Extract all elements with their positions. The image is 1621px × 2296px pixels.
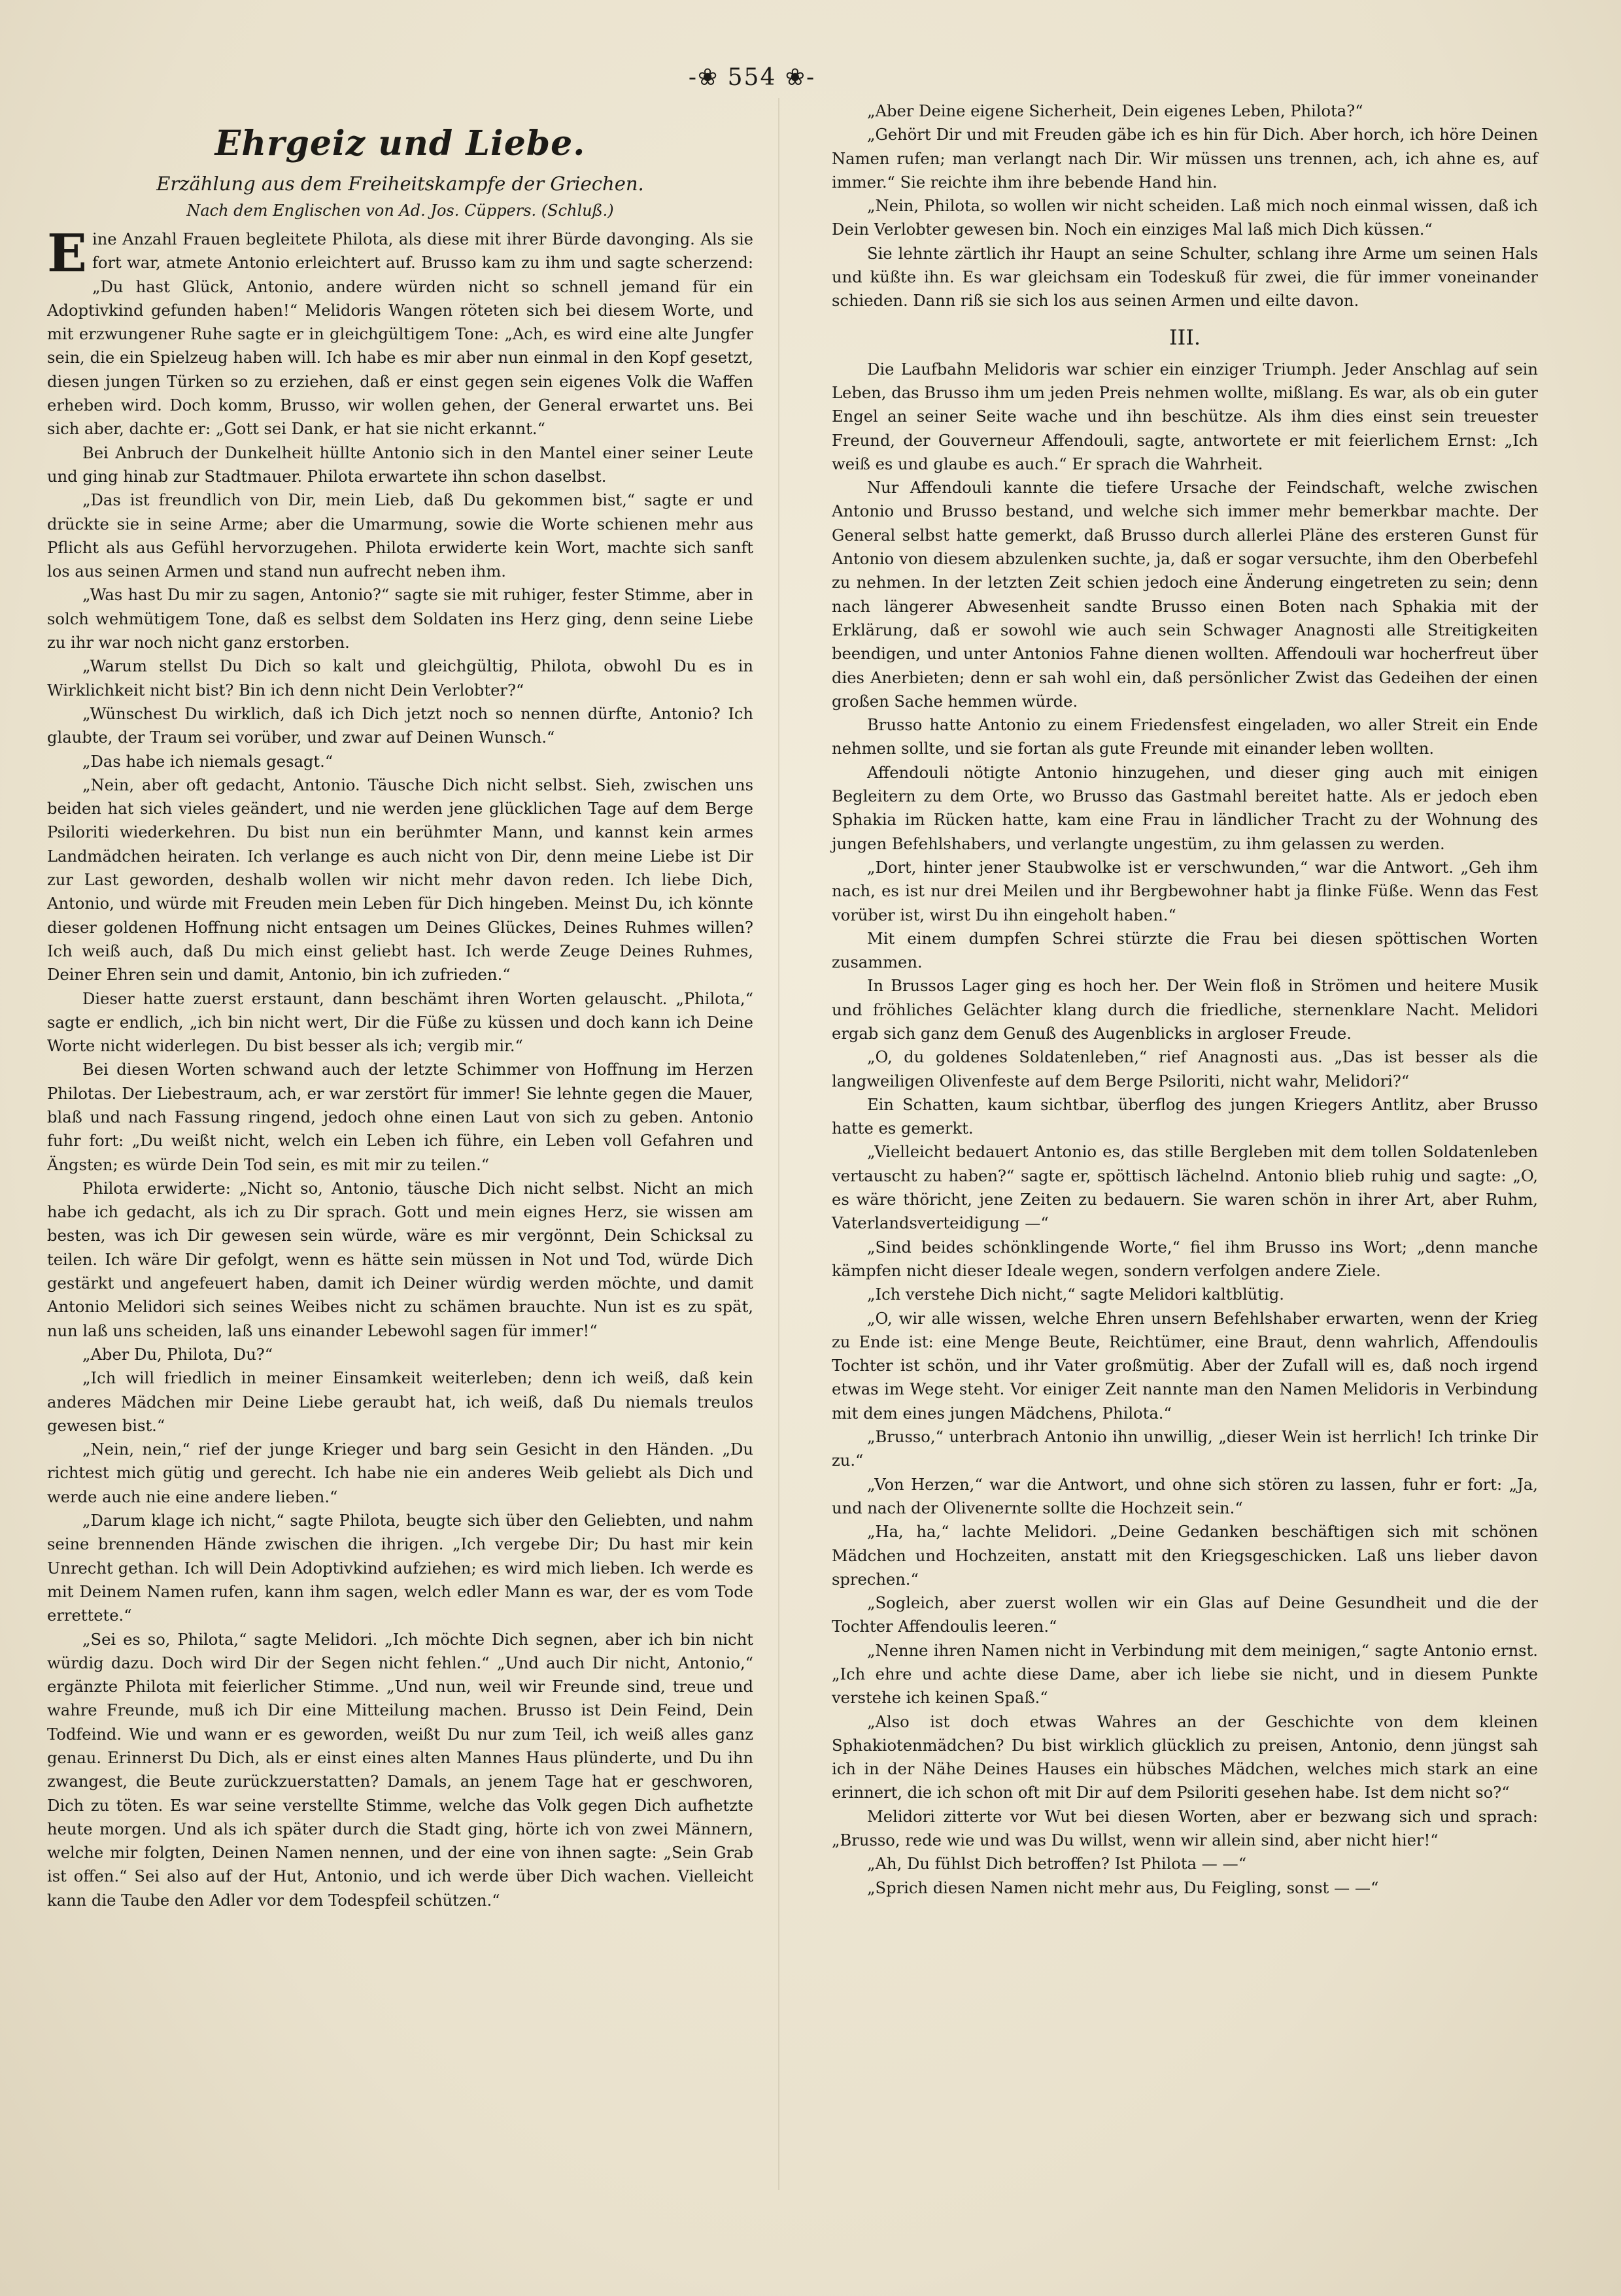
page-number: -❀ 554 ❀- xyxy=(688,64,816,91)
paragraph xyxy=(47,441,753,489)
paragraph-text: „Aber Du, Philota, Du?“ xyxy=(82,1345,273,1364)
paragraph-text: „O, wir alle wissen, welche Ehren unsern Befehlshaber erwarten, wenn der Krieg zu Ende ist: eine Menge Beute, Reichtümer, eine Braut, denn wahrlich, Affendoulis Tochter ist schön, und ihr Vater großmütig. Aber der Zufall will es, daß noch irgend etwas im Wege steht. Vor einiger Zeit nannte man den Namen Melidoris in Verbindung mit dem eines jungen Mädchens, Philota.“ xyxy=(832,1309,1538,1423)
paragraph-text: Brusso hatte Antonio zu einem Friedensfest eingeladen, wo aller Streit ein Ende nehmen sollte, und sie fortan als gute Freunde mit einander leben wollten. xyxy=(832,716,1538,758)
article-byline: Nach dem Englischen von Ad. Jos. Cüppers. (Schluß.) xyxy=(186,201,614,220)
paragraph xyxy=(47,1343,753,1366)
paragraph-text: „Wünschest Du wirklich, daß ich Dich jetzt noch so nennen dürfte, Antonio? Ich glaubte, der Traum sei vorüber, und zwar auf Deinen Wunsch.“ xyxy=(47,704,753,747)
paragraph xyxy=(832,1236,1538,1283)
paragraph-text: Bei diesen Worten schwand auch der letzte Schimmer von Hoffnung im Herzen Philotas. Der Liebestraum, ach, er war zerstört für immer! Sie lehnte gegen die Mauer, blaß und nach Fassung ringend, jedoch ohne einen Laut von sich zu geben. Antonio fuhr fort: „Du weißt nicht, welch ein Leben ich führe, ein Leben voll Gefahren und Ängsten; es würde Dein Tod sein, es mit mir zu teilen.“ xyxy=(47,1060,753,1174)
paragraph-text: „Gehört Dir und mit Freuden gäbe ich es hin für Dich. Aber horch, ich höre Deinen Namen rufen; man verlangt nach Dir. Wir müssen uns trennen, ach, ich ahne es, auf immer.“ Sie reichte ihm ihre bebende Hand hin. xyxy=(832,126,1538,192)
left-body xyxy=(47,222,753,1912)
drop-cap: E xyxy=(47,222,87,284)
left-column xyxy=(47,123,753,1912)
paragraph-text: ine Anzahl Frauen begleitete Philota, als diese mit ihrer Bürde davonging. Als sie fort war, atmete Antonio erleichtert auf. Brusso kam zu ihm und sagte scherzend: „Du hast Glück, Antonio, andere würden nicht so schnell jemand für ein Adoptivkind gefunden haben!“ Melidoris Wangen röteten sich bei diesem Worte, und mit erzwungener Ruhe sagte er in gleichgültigem Tone: „Ach, es wird eine alte Jungfer sein, die ein Spielzeug haben will. Ich habe es mir aber nun einmal in den Kopf gesetzt, diesen jungen Türken so zu erziehen, daß er einst gegen sein eigenes Volk die Waffen erheben wird. Doch komm, Brusso, wir wollen gehen, der General erwartet uns. Bei sich aber, dachte er: „Gott sei Dank, er hat sie nicht erkannt.“ xyxy=(47,230,753,439)
article-title: Ehrgeiz und Liebe. xyxy=(214,124,586,163)
paragraph-text: Philota erwiderte: „Nicht so, Antonio, täusche Dich nicht selbst. Nicht an mich habe ich gedacht, als ich zu Dir sprach. Gott und mein eignes Herz, sie wissen am besten, was ich Dir gewesen sein würde, wäre es mir vergönnt, Dein Schicksal zu teilen. Ich wäre Dir gefolgt, wenn es hätte sein müssen in Not und Tod, würde Dich gestärkt und angefeuert haben, damit ich Deiner würdig werden möchte, und damit Antonio Melidori sich seines Weibes nicht zu schämen brauchte. Nun ist es zu spät, nun laß uns scheiden, laß uns einander Lebewohl sagen für immer!“ xyxy=(47,1179,753,1340)
paragraph-text: „Vielleicht bedauert Antonio es, das stille Bergleben mit dem tollen Soldatenleben vertauscht zu haben?“ sagte er, spöttisch lächelnd. Antonio blieb ruhig und sagte: „O, es wäre thöricht, jene Zeiten zu bedauern. Sie waren schön in ihrer Art, aber Ruhm, Vaterlandsverteidigung —“ xyxy=(832,1143,1538,1233)
paragraph xyxy=(832,99,1538,123)
paragraph xyxy=(832,1093,1538,1141)
section-heading: III. xyxy=(1169,324,1201,350)
paragraph-text: „Das ist freundlich von Dir, mein Lieb, daß Du gekommen bist,“ sagte er und drückte sie in seine Arme; aber die Umarmung, sowie die Worte schienen mehr aus Pflicht als aus Gefühl hervorzugehen. Philota erwiderte kein Wort, machte sich sanft los aus seinen Armen und stand nun aufrecht neben ihm. xyxy=(47,491,753,581)
paragraph xyxy=(832,1639,1538,1710)
paragraph-text: „Ich will friedlich in meiner Einsamkeit weiterleben; denn ich weiß, daß kein anderes Mädchen mir Deine Liebe geraubt hat, ich weiß, daß Du niemals treulos gewesen bist.“ xyxy=(47,1369,753,1435)
paragraph xyxy=(832,1425,1538,1473)
right-body-b xyxy=(832,358,1538,1900)
paragraph-text: „Ich verstehe Dich nicht,“ sagte Melidori kaltblütig. xyxy=(867,1285,1284,1304)
paragraph xyxy=(832,1283,1538,1306)
paragraph-text: „Nein, nein,“ rief der junge Krieger und barg sein Gesicht in den Händen. „Du richtest mich gütig und gerecht. Ich habe nie ein anderes Weib geliebt als Dich und werde auch nie eine andere lieben.“ xyxy=(47,1440,753,1506)
paragraph xyxy=(47,583,753,654)
paragraph xyxy=(832,1805,1538,1853)
paragraph xyxy=(47,1366,753,1438)
paragraph-text: „Dort, hinter jener Staubwolke ist er verschwunden,“ war die Antwort. „Geh ihm nach, es ist nur drei Meilen und ihr Bergbewohner habt ja flinke Füße. Wenn das Fest vorüber ist, wirst Du ihn eingeholt haben.“ xyxy=(832,858,1538,924)
paragraph-text: „Sind beides schönklingende Worte,“ fiel ihm Brusso ins Wort; „denn manche kämpfen nicht dieser Ideale wegen, sondern verfolgen andere Ziele. xyxy=(832,1238,1538,1280)
article-subtitle: Erzählung aus dem Freiheitskampfe der Griechen. xyxy=(156,173,644,195)
paragraph xyxy=(47,488,753,583)
paragraph-text: „Von Herzen,“ war die Antwort, und ohne sich stören zu lassen, fuhr er fort: „Ja, und nach der Olivenernte sollte die Hochzeit sein.“ xyxy=(832,1475,1538,1517)
paragraph-text: „Sei es so, Philota,“ sagte Melidori. „Ich möchte Dich segnen, aber ich bin nicht würdig dazu. Doch wird Dir der Segen nicht fehlen.“ „Und auch Dir nicht, Antonio,“ ergänzte Philota mit feierlicher Stimme. „Und nun, weil wir Freunde sind, treue und wahre Freunde, muß ich Dir eine Mitteilung machen. Brusso ist Dein Feind, Dein Todfeind. Wie und wann er es geworden, weißt Du nur zum Teil, ich weiß alles ganz genau. Erinnerst Du Dich, als er einst eines alten Mannes Haus plünderte, und Du ihn zwangest, die Beute zurückzuerstatten? Damals, an jenem Tage hat er geschworen, Dich zu töten. Es war seine verstellte Stimme, welche das Volk gegen Dich aufhetzte heute morgen. Und als ich später durch die Stadt ging, hörte ich von zwei Männern, welche mir folgten, Deinen Namen nennen, und der eine von ihnen sagte: „Sein Grab ist offen.“ Sei also auf der Hut, Antonio, und ich werde über Dich wachen. Vielleicht kann die Taube den Adler vor dem Todespfeil schützen.“ xyxy=(47,1630,753,1910)
paragraph-text: „Was hast Du mir zu sagen, Antonio?“ sagte sie mit ruhiger, fester Stimme, aber in solch wehmütigem Tone, daß es selbst dem Soldaten ins Herz ging, denn seine Liebe zu ihr war noch nicht ganz erstorben. xyxy=(47,586,753,652)
paragraph xyxy=(832,761,1538,856)
paragraph-text: Sie lehnte zärtlich ihr Haupt an seine Schulter, schlang ihre Arme um seinen Hals und küßte ihn. Es war gleichsam ein Todeskuß für zwei, die für immer voneinander schieden. Dann riß sie sich los aus seinen Armen und eilte davon. xyxy=(832,244,1538,311)
paragraph-text: „O, du goldenes Soldatenleben,“ rief Anagnosti aus. „Das ist besser als die langweiligen Olivenfeste auf dem Berge Psiloriti, nicht wahr, Melidori?“ xyxy=(832,1048,1538,1090)
paragraph-text: Affendouli nötigte Antonio hinzugehen, und dieser ging auch mit einigen Begleitern zu dem Orte, wo Brusso das Gastmahl bereitet hatte. Als er jedoch eben Sphakia im Rücken hatte, kam eine Frau in ländlicher Tracht zu der Wohnung des jungen Befehlshabers, und verlangte ungestüm, zu ihm gelassen zu werden. xyxy=(832,763,1538,853)
paragraph xyxy=(47,1177,753,1343)
paragraph-text: Ein Schatten, kaum sichtbar, überflog des jungen Kriegers Antlitz, aber Brusso hatte es gemerkt. xyxy=(832,1095,1538,1138)
right-body-a xyxy=(832,99,1538,313)
paragraph xyxy=(832,1852,1538,1876)
paragraph xyxy=(47,773,753,987)
paragraph-text: „Brusso,“ unterbrach Antonio ihn unwillig, „dieser Wein ist herrlich! Ich trinke Dir zu.“ xyxy=(832,1428,1538,1470)
paragraph-text: Melidori zitterte vor Wut bei diesen Worten, aber er bezwang sich und sprach: „Brusso, rede wie und was Du willst, wenn wir allein sind, aber nicht hier!“ xyxy=(832,1807,1538,1850)
paragraph xyxy=(47,654,753,702)
paragraph xyxy=(832,358,1538,476)
paragraph xyxy=(832,242,1538,313)
paragraph-text: Bei Anbruch der Dunkelheit hüllte Antonio sich in den Mantel einer seiner Leute und ging hinab zur Stadtmauer. Philota erwartete ihn schon daselbst. xyxy=(47,443,753,486)
paragraph-text: Mit einem dumpfen Schrei stürzte die Frau bei diesen spöttischen Worten zusammen. xyxy=(832,929,1538,972)
paragraph xyxy=(832,1473,1538,1521)
paragraph-text: Nur Affendouli kannte die tiefere Ursache der Feindschaft, welche zwischen Antonio und Brusso bestand, und welche sich immer mehr bemerkbar machte. Der General selbst hatte gemerkt, daß Brusso durch allerlei Pläne des ersteren Gunst für Antonio von diesem abzulenken suchte, ja, daß er sogar versuchte, ihm den Oberbefehl zu nehmen. In der letzten Zeit schien jedoch eine Änderung eingetreten zu sein; denn nach längerer Abwesenheit sandte Brusso einen Boten nach Sphakia mit der Erklärung, daß er sowohl wie auch sein Schwager Anagnosti alle Streitigkeiten beendigen, und unter Antonios Fahne dienen wollten. Affendouli war hocherfreut über dies Anerbieten; denn er sah wohl ein, daß persönlicher Zwist das Gedeihen der einen großen Sache hemmen würde. xyxy=(832,479,1538,711)
paragraph xyxy=(832,1307,1538,1425)
paragraph xyxy=(832,1045,1538,1093)
paragraph xyxy=(47,702,753,750)
paragraph xyxy=(832,1591,1538,1639)
paragraph-text: „Warum stellst Du Dich so kalt und gleichgültig, Philota, obwohl Du es in Wirklichkeit nicht bist? Bin ich denn nicht Dein Verlobter?“ xyxy=(47,657,753,700)
paragraph xyxy=(832,194,1538,242)
paragraph xyxy=(832,1520,1538,1591)
paragraph-text: „Ha, ha,“ lachte Melidori. „Deine Gedanken beschäftigen sich mit schönen Mädchen und Hochzeiten, anstatt mit den Kriegsgeschicken. Laß uns lieber davon sprechen.“ xyxy=(832,1523,1538,1589)
right-column xyxy=(832,99,1538,1900)
paragraph xyxy=(47,750,753,773)
paragraph-text: „Nenne ihren Namen nicht in Verbindung mit dem meinigen,“ sagte Antonio ernst. „Ich ehre und achte diese Dame, aber ich liebe sie nicht, und in diesem Punkte verstehe ich keinen Spaß.“ xyxy=(832,1641,1538,1708)
paragraph xyxy=(832,1710,1538,1805)
paragraph xyxy=(832,856,1538,927)
paragraph xyxy=(47,1509,753,1627)
paragraph xyxy=(832,974,1538,1045)
column-divider xyxy=(778,98,779,2190)
paragraph-text: „Sogleich, aber zuerst wollen wir ein Glas auf Deine Gesundheit und die der Tochter Affendoulis leeren.“ xyxy=(832,1594,1538,1636)
paragraph xyxy=(47,987,753,1058)
paragraph-text: Dieser hatte zuerst erstaunt, dann beschämt ihren Worten gelauscht. „Philota,“ sagte er endlich, „ich bin nicht wert, Dir die Füße zu küssen und doch kann ich Deine Worte nicht widerlegen. Du bist besser als ich; vergib mir.“ xyxy=(47,989,753,1056)
paragraph xyxy=(832,1876,1538,1900)
paragraph xyxy=(832,927,1538,975)
paragraph-text: „Sprich diesen Namen nicht mehr aus, Du Feigling, sonst — —“ xyxy=(867,1878,1379,1897)
paragraph xyxy=(832,123,1538,194)
paragraph-text: „Nein, aber oft gedacht, Antonio. Täusche Dich nicht selbst. Sieh, zwischen uns beiden hat sich vieles geändert, und nie werden jene glücklichen Tage auf dem Berge Psiloriti wiederkehren. Du bist nun ein berühmter Mann, und kannst kein armes Landmädchen heiraten. Ich verlange es auch nicht von Dir, denn meine Liebe ist Dir zur Last geworden, deshalb wollen wir nicht mehr davon reden. Ich liebe Dich, Antonio, und würde mit Freuden mein Leben für Dich hingeben. Meinst Du, ich könnte dieser goldenen Hoffnung nicht entsagen um Deines Glückes, Deines Ruhmes willen? Ich weiß auch, daß Du mich einst geliebt hast. Ich werde Zeuge Deines Ruhmes, Deiner Ehren sein und damit, Antonio, bin ich zufrieden.“ xyxy=(47,775,753,985)
paragraph xyxy=(47,1628,753,1913)
paragraph xyxy=(832,1140,1538,1235)
paragraph-text: „Nein, Philota, so wollen wir nicht scheiden. Laß mich noch einmal wissen, daß ich Dein Verlobter gewesen bin. Noch ein einziges Mal laß mich Dich küssen.“ xyxy=(832,197,1538,239)
paragraph xyxy=(47,1438,753,1509)
paragraph xyxy=(47,222,753,441)
paragraph-text: Die Laufbahn Melidoris war schier ein einziger Triumph. Jeder Anschlag auf sein Leben, das Brusso ihm um jeden Preis nehmen wollte, mißlang. Es war, als ob ein guter Engel an seiner Seite wache und ihn beschütze. Als ihm dies einst sein treuester Freund, der Gouverneur Affendouli, sagte, antwortete er mit feierlichem Ernst: „Ich weiß es und glaube es auch.“ Er sprach die Wahrheit. xyxy=(832,360,1538,473)
paragraph-text: „Aber Deine eigene Sicherheit, Dein eigenes Leben, Philota?“ xyxy=(867,102,1363,120)
paragraph-text: In Brussos Lager ging es hoch her. Der Wein floß in Strömen und heitere Musik und fröhliches Gelächter klang durch die friedliche, sternenklare Nacht. Melidori ergab sich ganz dem Genuß des Augenblicks in argloser Freude. xyxy=(832,977,1538,1043)
paragraph-text: „Also ist doch etwas Wahres an der Geschichte von dem kleinen Sphakiotenmädchen? Du bist wirklich glücklich zu preisen, Antonio, denn jüngst sah ich in der Nähe Deines Hauses ein hübsches Mädchen, welches mich stark an eine erinnert, die ich schon oft mit Dir auf dem Psiloriti gesehen habe. Ist dem nicht so?“ xyxy=(832,1712,1538,1802)
paragraph xyxy=(47,1058,753,1176)
paragraph-text: „Ah, Du fühlst Dich betroffen? Ist Philota — —“ xyxy=(867,1855,1247,1874)
paragraph xyxy=(832,713,1538,761)
paragraph xyxy=(832,476,1538,713)
paragraph-text: „Das habe ich niemals gesagt.“ xyxy=(82,752,333,771)
paragraph-text: „Darum klage ich nicht,“ sagte Philota, beugte sich über den Geliebten, und nahm seine brennenden Hände zwischen die ihrigen. „Ich vergebe Dir; Du hast mir kein Unrecht gethan. Ich will Dein Adoptivkind aufziehen; es wird mich lieben. Ich werde es mit Deinem Namen rufen, kann ihm sagen, welch edler Mann es war, der es vom Tode errettete.“ xyxy=(47,1511,753,1625)
